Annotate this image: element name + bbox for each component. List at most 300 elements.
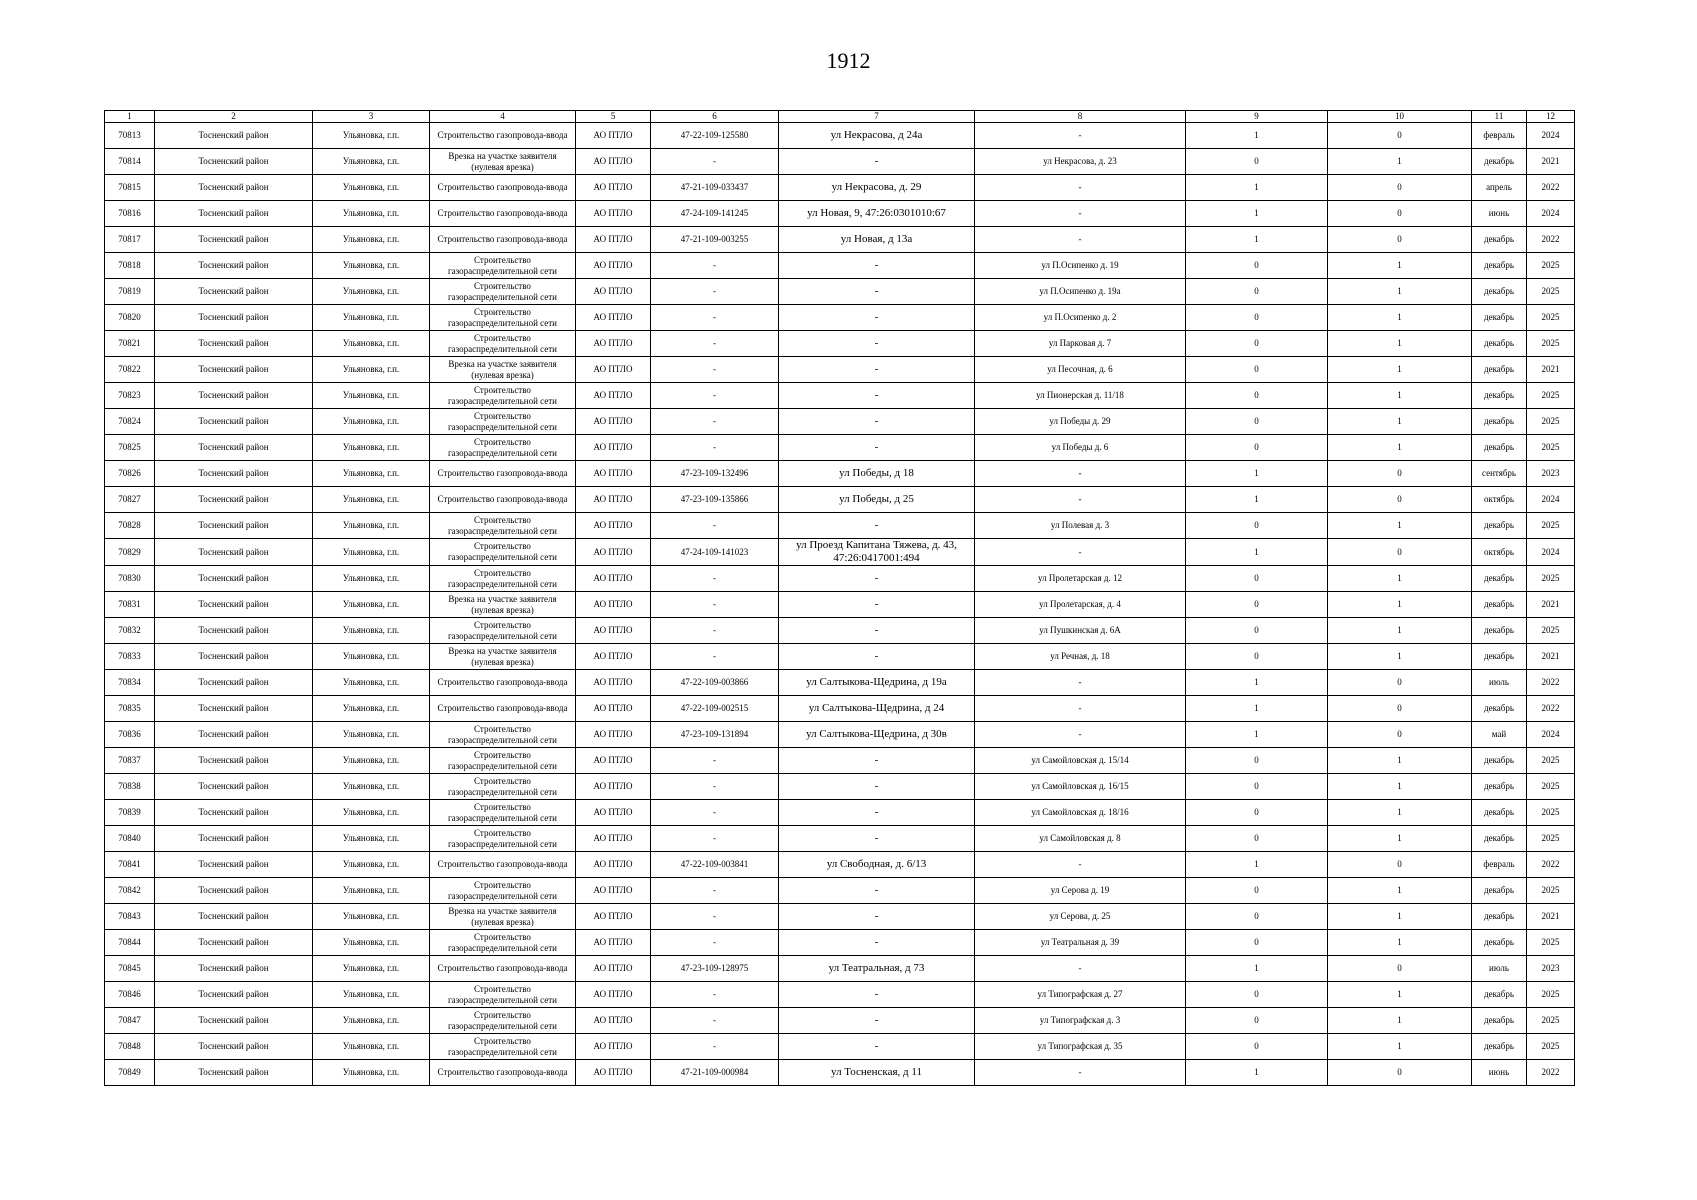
cell-settlement: Ульяновка, г.п. <box>313 1060 430 1086</box>
cell-contract-number: 47-22-109-003841 <box>651 852 779 878</box>
cell-count-network: 1 <box>1328 279 1472 305</box>
cell-settlement: Ульяновка, г.п. <box>313 227 430 253</box>
column-header: 5 <box>576 111 651 123</box>
cell-settlement: Ульяновка, г.п. <box>313 592 430 618</box>
column-header: 4 <box>430 111 576 123</box>
cell-district: Тосненский район <box>155 279 313 305</box>
cell-address-network: ул Пушкинская д. 6А <box>975 618 1186 644</box>
cell-count-contract: 0 <box>1186 826 1328 852</box>
cell-record-id: 70848 <box>105 1034 155 1060</box>
cell-year: 2021 <box>1527 904 1575 930</box>
cell-address-network: - <box>975 1060 1186 1086</box>
cell-address-contract: - <box>779 1008 975 1034</box>
cell-month: декабрь <box>1472 748 1527 774</box>
cell-record-id: 70831 <box>105 592 155 618</box>
cell-address-network: ул Полевая д. 3 <box>975 513 1186 539</box>
cell-work-type: Строительство газопровода-ввода <box>430 123 576 149</box>
cell-address-contract: - <box>779 904 975 930</box>
cell-record-id: 70827 <box>105 487 155 513</box>
cell-count-contract: 0 <box>1186 800 1328 826</box>
cell-year: 2025 <box>1527 435 1575 461</box>
cell-organization: АО ПТЛО <box>576 566 651 592</box>
table-row <box>105 331 1575 357</box>
cell-district: Тосненский район <box>155 357 313 383</box>
cell-address-contract: ул Свободная, д. 6/13 <box>779 852 975 878</box>
cell-contract-number: 47-23-109-131894 <box>651 722 779 748</box>
cell-organization: АО ПТЛО <box>576 774 651 800</box>
cell-settlement: Ульяновка, г.п. <box>313 696 430 722</box>
cell-work-type: Строительство газораспределительной сети <box>430 748 576 774</box>
cell-district: Тосненский район <box>155 904 313 930</box>
cell-address-network: ул П.Осипенко д. 19а <box>975 279 1186 305</box>
cell-month: декабрь <box>1472 357 1527 383</box>
cell-record-id: 70841 <box>105 852 155 878</box>
cell-work-type: Строительство газораспределительной сети <box>430 722 576 748</box>
cell-count-network: 0 <box>1328 956 1472 982</box>
cell-contract-number: - <box>651 435 779 461</box>
cell-organization: АО ПТЛО <box>576 305 651 331</box>
cell-address-network: - <box>975 852 1186 878</box>
cell-month: декабрь <box>1472 644 1527 670</box>
cell-count-network: 0 <box>1328 852 1472 878</box>
cell-count-network: 1 <box>1328 149 1472 175</box>
cell-count-network: 1 <box>1328 826 1472 852</box>
cell-record-id: 70832 <box>105 618 155 644</box>
cell-address-contract: - <box>779 748 975 774</box>
cell-count-network: 0 <box>1328 722 1472 748</box>
cell-organization: АО ПТЛО <box>576 748 651 774</box>
cell-settlement: Ульяновка, г.п. <box>313 201 430 227</box>
cell-district: Тосненский район <box>155 644 313 670</box>
cell-address-network: - <box>975 123 1186 149</box>
cell-district: Тосненский район <box>155 956 313 982</box>
cell-count-contract: 0 <box>1186 331 1328 357</box>
cell-month: декабрь <box>1472 592 1527 618</box>
cell-count-network: 1 <box>1328 435 1472 461</box>
cell-contract-number: - <box>651 513 779 539</box>
table-row <box>105 670 1575 696</box>
cell-month: декабрь <box>1472 305 1527 331</box>
cell-contract-number: 47-23-109-132496 <box>651 461 779 487</box>
cell-month: февраль <box>1472 852 1527 878</box>
cell-count-contract: 0 <box>1186 878 1328 904</box>
cell-count-network: 1 <box>1328 409 1472 435</box>
cell-address-network: ул Самойловская д. 15/14 <box>975 748 1186 774</box>
cell-count-contract: 1 <box>1186 461 1328 487</box>
cell-contract-number: - <box>651 1008 779 1034</box>
table-row <box>105 774 1575 800</box>
cell-contract-number: 47-21-109-033437 <box>651 175 779 201</box>
cell-address-network: ул Театральная д. 39 <box>975 930 1186 956</box>
cell-district: Тосненский район <box>155 696 313 722</box>
column-header: 12 <box>1527 111 1575 123</box>
cell-work-type: Строительство газораспределительной сети <box>430 539 576 566</box>
cell-address-contract: ул Некрасова, д 24а <box>779 123 975 149</box>
cell-organization: АО ПТЛО <box>576 722 651 748</box>
column-header: 1 <box>105 111 155 123</box>
cell-district: Тосненский район <box>155 670 313 696</box>
cell-count-contract: 0 <box>1186 566 1328 592</box>
table-row <box>105 227 1575 253</box>
column-header: 7 <box>779 111 975 123</box>
cell-contract-number: - <box>651 1034 779 1060</box>
cell-address-network: - <box>975 539 1186 566</box>
cell-count-contract: 0 <box>1186 748 1328 774</box>
cell-organization: АО ПТЛО <box>576 383 651 409</box>
cell-settlement: Ульяновка, г.п. <box>313 644 430 670</box>
table-row <box>105 1060 1575 1086</box>
cell-month: декабрь <box>1472 435 1527 461</box>
cell-contract-number: 47-22-109-003866 <box>651 670 779 696</box>
cell-contract-number: 47-24-109-141023 <box>651 539 779 566</box>
cell-count-network: 1 <box>1328 1008 1472 1034</box>
cell-count-contract: 1 <box>1186 852 1328 878</box>
cell-district: Тосненский район <box>155 566 313 592</box>
cell-district: Тосненский район <box>155 487 313 513</box>
cell-record-id: 70820 <box>105 305 155 331</box>
cell-month: декабрь <box>1472 878 1527 904</box>
cell-work-type: Строительство газопровода-ввода <box>430 175 576 201</box>
cell-address-contract: - <box>779 644 975 670</box>
cell-record-id: 70847 <box>105 1008 155 1034</box>
cell-work-type: Строительство газопровода-ввода <box>430 956 576 982</box>
cell-settlement: Ульяновка, г.п. <box>313 409 430 435</box>
cell-district: Тосненский район <box>155 513 313 539</box>
cell-settlement: Ульяновка, г.п. <box>313 539 430 566</box>
cell-district: Тосненский район <box>155 800 313 826</box>
cell-month: декабрь <box>1472 982 1527 1008</box>
cell-organization: АО ПТЛО <box>576 227 651 253</box>
cell-contract-number: - <box>651 305 779 331</box>
cell-month: апрель <box>1472 175 1527 201</box>
cell-district: Тосненский район <box>155 435 313 461</box>
cell-count-contract: 1 <box>1186 487 1328 513</box>
cell-organization: АО ПТЛО <box>576 826 651 852</box>
cell-district: Тосненский район <box>155 175 313 201</box>
cell-contract-number: - <box>651 644 779 670</box>
cell-count-network: 1 <box>1328 1034 1472 1060</box>
cell-address-network: ул Парковая д. 7 <box>975 331 1186 357</box>
cell-count-contract: 0 <box>1186 435 1328 461</box>
cell-year: 2025 <box>1527 279 1575 305</box>
cell-count-contract: 0 <box>1186 644 1328 670</box>
cell-district: Тосненский район <box>155 305 313 331</box>
cell-month: декабрь <box>1472 930 1527 956</box>
cell-contract-number: - <box>651 331 779 357</box>
column-header: 9 <box>1186 111 1328 123</box>
cell-settlement: Ульяновка, г.п. <box>313 513 430 539</box>
cell-count-contract: 0 <box>1186 383 1328 409</box>
cell-settlement: Ульяновка, г.п. <box>313 878 430 904</box>
cell-address-network: ул П.Осипенко д. 2 <box>975 305 1186 331</box>
cell-year: 2021 <box>1527 357 1575 383</box>
cell-address-network: - <box>975 670 1186 696</box>
cell-work-type: Строительство газораспределительной сети <box>430 383 576 409</box>
cell-work-type: Строительство газораспределительной сети <box>430 305 576 331</box>
cell-count-contract: 1 <box>1186 123 1328 149</box>
cell-address-contract: - <box>779 826 975 852</box>
cell-contract-number: - <box>651 774 779 800</box>
cell-settlement: Ульяновка, г.п. <box>313 461 430 487</box>
table-row <box>105 618 1575 644</box>
cell-district: Тосненский район <box>155 592 313 618</box>
cell-contract-number: - <box>651 149 779 175</box>
cell-record-id: 70822 <box>105 357 155 383</box>
cell-month: июль <box>1472 956 1527 982</box>
cell-district: Тосненский район <box>155 618 313 644</box>
cell-address-contract: ул Салтыкова-Щедрина, д 24 <box>779 696 975 722</box>
cell-count-network: 1 <box>1328 383 1472 409</box>
table-row <box>105 383 1575 409</box>
cell-year: 2023 <box>1527 956 1575 982</box>
cell-record-id: 70835 <box>105 696 155 722</box>
page-number: 1912 <box>826 48 871 73</box>
table-row <box>105 1008 1575 1034</box>
cell-record-id: 70840 <box>105 826 155 852</box>
cell-count-network: 1 <box>1328 774 1472 800</box>
cell-count-contract: 0 <box>1186 982 1328 1008</box>
column-header: 6 <box>651 111 779 123</box>
cell-year: 2021 <box>1527 592 1575 618</box>
cell-record-id: 70837 <box>105 748 155 774</box>
cell-count-network: 1 <box>1328 748 1472 774</box>
cell-count-network: 1 <box>1328 331 1472 357</box>
cell-year: 2025 <box>1527 1034 1575 1060</box>
cell-record-id: 70849 <box>105 1060 155 1086</box>
cell-settlement: Ульяновка, г.п. <box>313 487 430 513</box>
cell-settlement: Ульяновка, г.п. <box>313 956 430 982</box>
cell-contract-number: 47-22-109-002515 <box>651 696 779 722</box>
table-row <box>105 696 1575 722</box>
cell-count-network: 1 <box>1328 930 1472 956</box>
table-row <box>105 357 1575 383</box>
cell-month: декабрь <box>1472 1034 1527 1060</box>
cell-contract-number: 47-23-109-135866 <box>651 487 779 513</box>
cell-count-network: 1 <box>1328 904 1472 930</box>
cell-work-type: Строительство газораспределительной сети <box>430 800 576 826</box>
cell-year: 2025 <box>1527 748 1575 774</box>
cell-settlement: Ульяновка, г.п. <box>313 149 430 175</box>
cell-organization: АО ПТЛО <box>576 253 651 279</box>
cell-district: Тосненский район <box>155 383 313 409</box>
cell-contract-number: - <box>651 357 779 383</box>
cell-contract-number: - <box>651 383 779 409</box>
cell-address-contract: ул Театральная, д 73 <box>779 956 975 982</box>
cell-address-network: ул Самойловская д. 18/16 <box>975 800 1186 826</box>
cell-address-contract: ул Некрасова, д. 29 <box>779 175 975 201</box>
cell-count-network: 0 <box>1328 670 1472 696</box>
cell-year: 2025 <box>1527 982 1575 1008</box>
table-row <box>105 513 1575 539</box>
cell-count-contract: 1 <box>1186 696 1328 722</box>
cell-year: 2025 <box>1527 253 1575 279</box>
cell-month: октябрь <box>1472 487 1527 513</box>
cell-count-network: 1 <box>1328 800 1472 826</box>
cell-address-network: - <box>975 956 1186 982</box>
cell-work-type: Врезка на участке заявителя (нулевая врезка) <box>430 357 576 383</box>
cell-work-type: Строительство газопровода-ввода <box>430 670 576 696</box>
cell-record-id: 70828 <box>105 513 155 539</box>
cell-year: 2022 <box>1527 1060 1575 1086</box>
cell-address-contract: - <box>779 435 975 461</box>
cell-address-contract: - <box>779 305 975 331</box>
cell-work-type: Строительство газопровода-ввода <box>430 1060 576 1086</box>
cell-district: Тосненский район <box>155 722 313 748</box>
table-row <box>105 904 1575 930</box>
cell-address-network: ул П.Осипенко д. 19 <box>975 253 1186 279</box>
cell-contract-number: 47-21-109-003255 <box>651 227 779 253</box>
cell-address-network: - <box>975 461 1186 487</box>
cell-district: Тосненский район <box>155 201 313 227</box>
cell-count-network: 0 <box>1328 123 1472 149</box>
cell-organization: АО ПТЛО <box>576 956 651 982</box>
cell-year: 2025 <box>1527 383 1575 409</box>
cell-month: октябрь <box>1472 539 1527 566</box>
cell-organization: АО ПТЛО <box>576 670 651 696</box>
table-row <box>105 800 1575 826</box>
cell-address-contract: - <box>779 331 975 357</box>
cell-settlement: Ульяновка, г.п. <box>313 774 430 800</box>
cell-work-type: Строительство газопровода-ввода <box>430 227 576 253</box>
table-row <box>105 852 1575 878</box>
cell-year: 2025 <box>1527 409 1575 435</box>
cell-count-contract: 0 <box>1186 592 1328 618</box>
cell-settlement: Ульяновка, г.п. <box>313 331 430 357</box>
cell-record-id: 70824 <box>105 409 155 435</box>
cell-count-contract: 0 <box>1186 513 1328 539</box>
cell-work-type: Строительство газораспределительной сети <box>430 618 576 644</box>
cell-address-contract: - <box>779 383 975 409</box>
cell-record-id: 70826 <box>105 461 155 487</box>
cell-address-network: ул Типографская д. 27 <box>975 982 1186 1008</box>
cell-district: Тосненский район <box>155 123 313 149</box>
cell-record-id: 70836 <box>105 722 155 748</box>
cell-address-network: ул Серова д. 19 <box>975 878 1186 904</box>
table-row <box>105 1034 1575 1060</box>
cell-address-network: ул Типографская д. 35 <box>975 1034 1186 1060</box>
cell-address-network: ул Некрасова, д. 23 <box>975 149 1186 175</box>
table-row <box>105 644 1575 670</box>
cell-address-network: - <box>975 201 1186 227</box>
cell-year: 2024 <box>1527 123 1575 149</box>
cell-address-contract: - <box>779 774 975 800</box>
cell-month: май <box>1472 722 1527 748</box>
cell-address-network: ул Самойловская д. 16/15 <box>975 774 1186 800</box>
cell-address-contract: ул Победы, д 18 <box>779 461 975 487</box>
cell-year: 2024 <box>1527 539 1575 566</box>
cell-work-type: Строительство газораспределительной сети <box>430 279 576 305</box>
cell-contract-number: - <box>651 930 779 956</box>
cell-record-id: 70845 <box>105 956 155 982</box>
table-row <box>105 592 1575 618</box>
cell-record-id: 70814 <box>105 149 155 175</box>
cell-settlement: Ульяновка, г.п. <box>313 618 430 644</box>
cell-month: декабрь <box>1472 331 1527 357</box>
cell-settlement: Ульяновка, г.п. <box>313 305 430 331</box>
cell-work-type: Строительство газораспределительной сети <box>430 566 576 592</box>
cell-count-contract: 0 <box>1186 305 1328 331</box>
cell-address-contract: ул Салтыкова-Щедрина, д 19а <box>779 670 975 696</box>
table-row <box>105 878 1575 904</box>
cell-month: июнь <box>1472 201 1527 227</box>
cell-address-network: ул Победы д. 6 <box>975 435 1186 461</box>
cell-record-id: 70813 <box>105 123 155 149</box>
cell-address-network: - <box>975 227 1186 253</box>
table-row <box>105 175 1575 201</box>
cell-count-network: 1 <box>1328 566 1472 592</box>
cell-settlement: Ульяновка, г.п. <box>313 748 430 774</box>
cell-month: декабрь <box>1472 1008 1527 1034</box>
cell-organization: АО ПТЛО <box>576 461 651 487</box>
cell-record-id: 70821 <box>105 331 155 357</box>
cell-work-type: Врезка на участке заявителя (нулевая врезка) <box>430 644 576 670</box>
cell-contract-number: - <box>651 826 779 852</box>
cell-record-id: 70846 <box>105 982 155 1008</box>
table-row <box>105 748 1575 774</box>
table-row <box>105 201 1575 227</box>
cell-organization: АО ПТЛО <box>576 409 651 435</box>
cell-contract-number: 47-21-109-000984 <box>651 1060 779 1086</box>
cell-organization: АО ПТЛО <box>576 1034 651 1060</box>
cell-record-id: 70844 <box>105 930 155 956</box>
cell-address-network: ул Речная, д. 18 <box>975 644 1186 670</box>
cell-settlement: Ульяновка, г.п. <box>313 253 430 279</box>
cell-address-contract: - <box>779 878 975 904</box>
cell-organization: АО ПТЛО <box>576 435 651 461</box>
cell-settlement: Ульяновка, г.п. <box>313 383 430 409</box>
cell-month: декабрь <box>1472 253 1527 279</box>
cell-count-contract: 0 <box>1186 1034 1328 1060</box>
table-row <box>105 461 1575 487</box>
cell-year: 2025 <box>1527 826 1575 852</box>
table-row <box>105 722 1575 748</box>
cell-address-network: ул Песочная, д. 6 <box>975 357 1186 383</box>
cell-year: 2025 <box>1527 930 1575 956</box>
cell-settlement: Ульяновка, г.п. <box>313 357 430 383</box>
cell-contract-number: - <box>651 566 779 592</box>
cell-month: декабрь <box>1472 696 1527 722</box>
cell-record-id: 70833 <box>105 644 155 670</box>
cell-address-network: ул Типографская д. 3 <box>975 1008 1186 1034</box>
cell-address-network: ул Победы д. 29 <box>975 409 1186 435</box>
cell-month: декабрь <box>1472 904 1527 930</box>
cell-contract-number: 47-24-109-141245 <box>651 201 779 227</box>
cell-record-id: 70815 <box>105 175 155 201</box>
cell-month: декабрь <box>1472 513 1527 539</box>
cell-address-network: ул Пролетарская, д. 4 <box>975 592 1186 618</box>
cell-work-type: Строительство газораспределительной сети <box>430 253 576 279</box>
cell-count-network: 0 <box>1328 201 1472 227</box>
column-header: 11 <box>1472 111 1527 123</box>
cell-record-id: 70825 <box>105 435 155 461</box>
table-row <box>105 253 1575 279</box>
cell-work-type: Строительство газораспределительной сети <box>430 409 576 435</box>
cell-organization: АО ПТЛО <box>576 1008 651 1034</box>
cell-address-contract: - <box>779 566 975 592</box>
cell-organization: АО ПТЛО <box>576 331 651 357</box>
cell-settlement: Ульяновка, г.п. <box>313 852 430 878</box>
cell-district: Тосненский район <box>155 409 313 435</box>
cell-count-contract: 0 <box>1186 774 1328 800</box>
column-header: 8 <box>975 111 1186 123</box>
cell-contract-number: 47-22-109-125580 <box>651 123 779 149</box>
cell-year: 2025 <box>1527 800 1575 826</box>
cell-record-id: 70834 <box>105 670 155 696</box>
table-row <box>105 435 1575 461</box>
cell-organization: АО ПТЛО <box>576 123 651 149</box>
cell-record-id: 70823 <box>105 383 155 409</box>
cell-settlement: Ульяновка, г.п. <box>313 566 430 592</box>
